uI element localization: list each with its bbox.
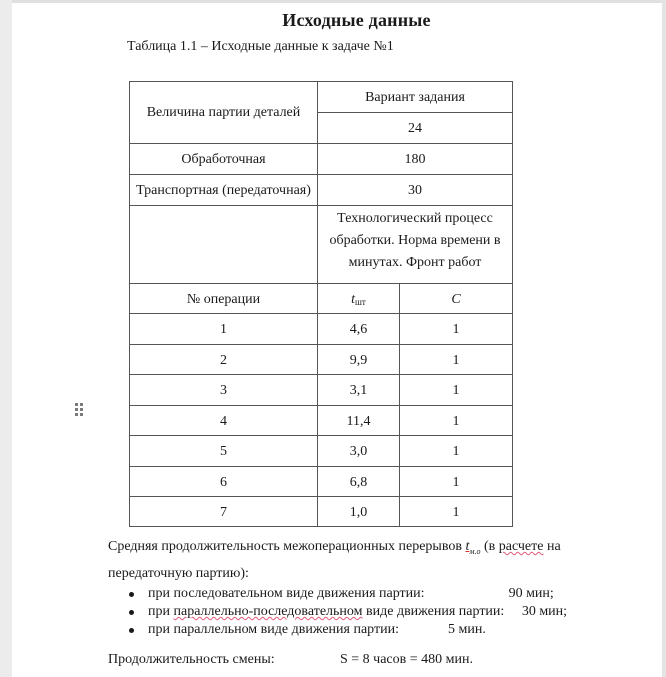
empty-cell — [130, 206, 318, 284]
row-value: 180 — [318, 144, 513, 175]
work-front: 1 — [400, 406, 513, 436]
operation-number: 2 — [130, 345, 318, 375]
operation-number: 4 — [130, 406, 318, 436]
batch-size-label: Величина партии деталей — [130, 82, 318, 144]
work-front: 1 — [400, 345, 513, 375]
bullet-icon — [129, 610, 134, 615]
vertical-scrollbar[interactable] — [662, 0, 666, 677]
table-row — [130, 144, 513, 175]
shift-value: S = 8 часов = 480 мин. — [340, 652, 473, 667]
table-row — [130, 175, 513, 206]
table-row — [130, 467, 513, 497]
process-header: Технологический процесс обработки. Норма времени в минутах. Фронт работ — [318, 206, 513, 284]
work-front: 1 — [400, 314, 513, 345]
operation-number: 3 — [130, 375, 318, 406]
time-norm: 11,4 — [318, 406, 400, 436]
time-norm: 1,0 — [318, 497, 400, 527]
col-header-operation: № операции — [130, 284, 318, 314]
time-norm: 4,6 — [318, 314, 400, 345]
time-norm: 3,1 — [318, 375, 400, 406]
list-item: при параллельно-последовательном виде движения партии: 30 мин; — [124, 603, 567, 621]
left-margin-gutter — [0, 0, 12, 677]
work-front: 1 — [400, 375, 513, 406]
table-caption: Таблица 1.1 – Исходные данные к задаче №1 — [127, 39, 394, 54]
list-item: при последовательном виде движения партии: 90 мин; — [124, 585, 567, 603]
row-label: Обработочная — [130, 144, 318, 175]
col-header-c: C — [400, 284, 513, 314]
shift-label: Продолжительность смены: — [108, 652, 275, 667]
time-norm: 6,8 — [318, 467, 400, 497]
t-mo-symbol: $t_{м.о}$ — [465, 539, 481, 556]
table-row — [130, 345, 513, 375]
variant-value: 24 — [318, 113, 513, 144]
window-top-edge — [0, 0, 666, 3]
operation-number: 1 — [130, 314, 318, 345]
row-value: 30 — [318, 175, 513, 206]
col-header-t-piece: $t_{шт}$ — [318, 284, 400, 314]
work-front: 1 — [400, 497, 513, 527]
work-front: 1 — [400, 467, 513, 497]
page-title: Исходные данные — [282, 10, 431, 30]
work-front: 1 — [400, 436, 513, 467]
time-norm: 9,9 — [318, 345, 400, 375]
operation-number: 5 — [130, 436, 318, 467]
bullet-icon — [129, 628, 134, 633]
operation-number: 7 — [130, 497, 318, 527]
table-row — [130, 375, 513, 406]
time-norm: 3,0 — [318, 436, 400, 467]
operation-number: 6 — [130, 467, 318, 497]
list-item: при параллельном виде движения партии: 5 мин. — [124, 621, 567, 639]
table-row — [130, 436, 513, 467]
breaks-intro-paragraph: Средняя продолжительность межоперационных перерывов $t_{м.о}$ (в расчете на передаточную партию): — [108, 539, 561, 581]
variant-header: Вариант задания — [318, 82, 513, 113]
shift-duration — [108, 652, 473, 668]
spellcheck-word[interactable]: расчете — [498, 539, 544, 554]
source-data-table — [129, 81, 513, 527]
bullet-icon — [129, 592, 134, 597]
breaks-list — [124, 585, 567, 639]
row-label: Транспортная (передаточная) — [130, 175, 318, 206]
table-row — [130, 314, 513, 345]
spellcheck-word[interactable]: параллельно-последовательном — [173, 604, 363, 619]
table-row — [130, 406, 513, 436]
drag-handle-icon[interactable] — [75, 403, 83, 417]
table-row — [130, 497, 513, 527]
